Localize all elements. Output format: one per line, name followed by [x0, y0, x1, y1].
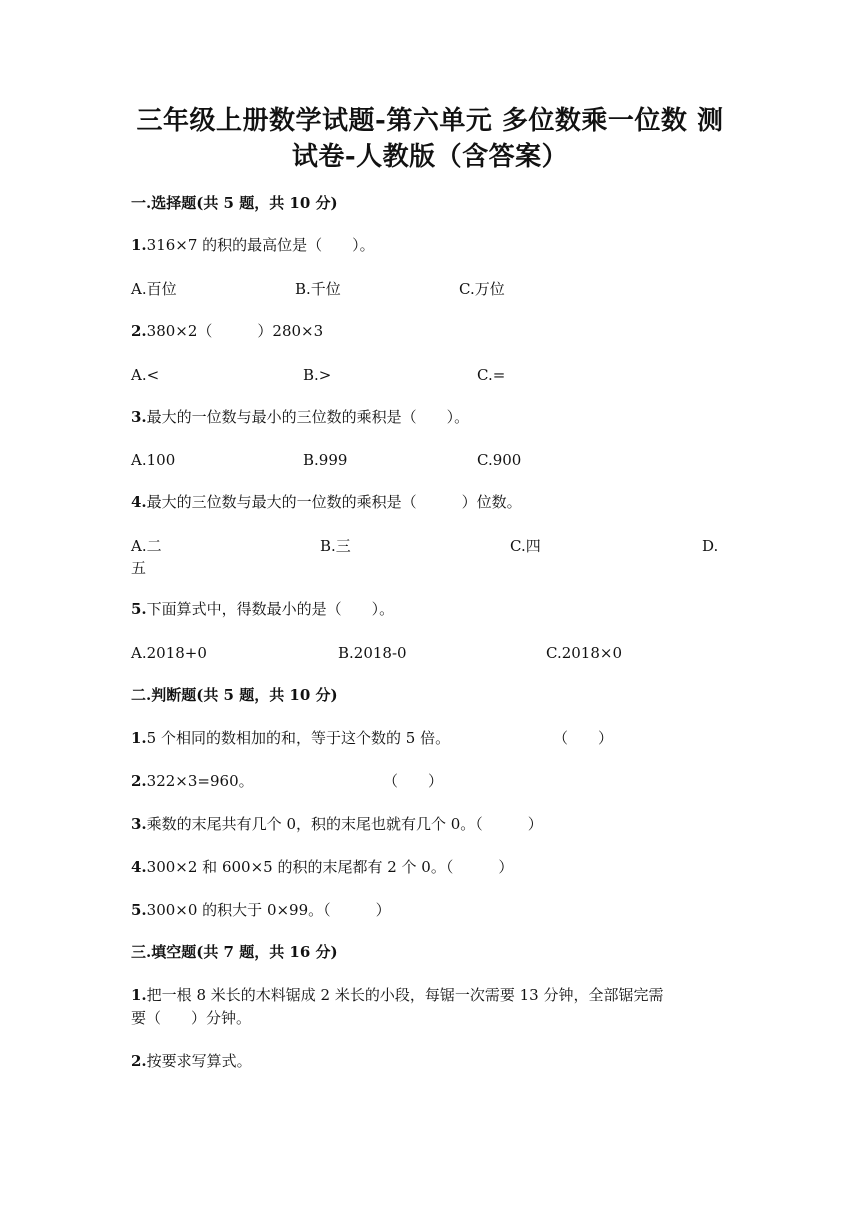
page-title-line2: 试卷-人教版（含答案）	[291, 142, 569, 172]
question-number: 1.	[131, 236, 147, 254]
question-3-1	[131, 984, 663, 1006]
question-text: 最大的三位数与最大的一位数的乘积是（ ）位数。	[146, 493, 522, 511]
section-heading-fill-blank: 三.填空题(共 7 题，共 16 分)	[131, 943, 338, 961]
question-3-1-line2: 要（ ）分钟。	[131, 1009, 252, 1027]
question-2-2	[131, 770, 254, 792]
question-number: 2.	[131, 322, 147, 340]
question-number: 2.	[131, 772, 147, 790]
question-1-1	[131, 234, 375, 256]
option-c: C.万位	[459, 280, 505, 298]
option-b: B.>	[303, 366, 332, 384]
option-c: C.900	[477, 451, 522, 469]
question-2-5	[131, 899, 391, 921]
option-c: C.=	[477, 366, 506, 384]
option-b: B.999	[303, 451, 348, 469]
section-heading-choice: 一.选择题(共 5 题，共 10 分)	[131, 194, 338, 212]
question-number: 3.	[131, 815, 147, 833]
option-d: D.	[702, 537, 719, 555]
question-number: 1.	[131, 986, 147, 1004]
option-a: A.100	[131, 451, 176, 469]
question-text: 300×2 和 600×5 的积的末尾都有 2 个 0。（ ）	[146, 858, 514, 876]
question-2-1	[131, 727, 450, 749]
option-b: B.三	[320, 537, 351, 555]
question-text: 316×7 的积的最高位是（ ）。	[146, 236, 375, 254]
option-c: C.2018×0	[546, 644, 622, 662]
page-title-line1: 三年级上册数学试题-第六单元 多位数乘一位数 测	[136, 106, 724, 136]
question-1-3	[131, 406, 469, 428]
question-text: 300×0 的积大于 0×99。（ ）	[146, 901, 391, 919]
question-1-2	[131, 320, 323, 342]
question-number: 3.	[131, 408, 147, 426]
question-text: 380×2（ ）280×3	[146, 322, 324, 340]
option-a: A.<	[131, 366, 160, 384]
option-d-wrapped-text: 五	[131, 559, 147, 577]
option-b: B.2018-0	[338, 644, 407, 662]
question-2-3	[131, 813, 543, 835]
question-2-4	[131, 856, 513, 878]
question-1-5	[131, 598, 394, 620]
question-text: 按要求写算式。	[146, 1052, 252, 1070]
answer-parentheses: （ ）	[383, 772, 444, 790]
question-text: 322×3=960。	[146, 772, 254, 790]
question-number: 5.	[131, 901, 147, 919]
question-1-4	[131, 491, 522, 513]
option-c: C.四	[510, 537, 541, 555]
question-text-line1: 把一根 8 米长的木料锯成 2 米长的小段，每锯一次需要 13 分钟，全部锯完需	[146, 986, 664, 1004]
question-3-2	[131, 1050, 252, 1072]
question-text: 最大的一位数与最小的三位数的乘积是（ ）。	[146, 408, 470, 426]
question-text: 下面算式中，得数最小的是（ ）。	[146, 600, 395, 618]
section-heading-judgment: 二.判断题(共 5 题，共 10 分)	[131, 686, 338, 704]
option-a: A.2018+0	[131, 644, 207, 662]
question-number: 4.	[131, 858, 147, 876]
question-number: 5.	[131, 600, 147, 618]
option-a: A.百位	[131, 280, 177, 298]
question-number: 2.	[131, 1052, 147, 1070]
question-text: 乘数的末尾共有几个 0，积的末尾也就有几个 0。（ ）	[146, 815, 543, 833]
option-b: B.千位	[295, 280, 341, 298]
question-text: 5 个相同的数相加的和，等于这个数的 5 倍。	[146, 729, 451, 747]
option-a: A.二	[131, 537, 162, 555]
answer-parentheses: （ ）	[553, 729, 614, 747]
question-number: 1.	[131, 729, 147, 747]
question-number: 4.	[131, 493, 147, 511]
